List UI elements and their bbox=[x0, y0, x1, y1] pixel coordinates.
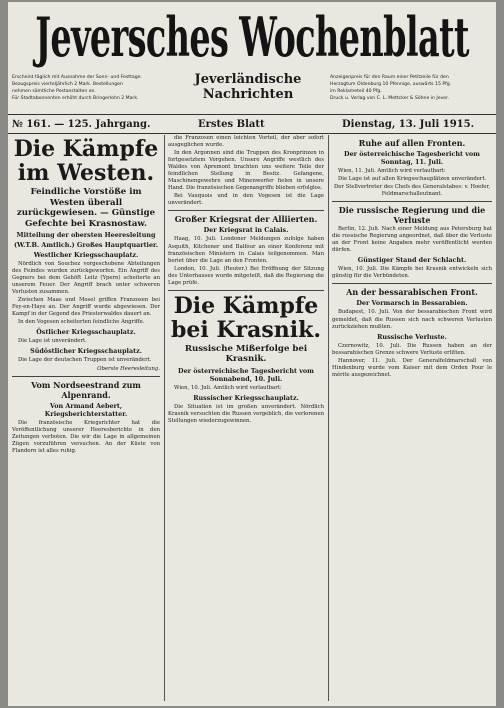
article-paragraph: Wien, 10. Juli. Amtlich wird verlautbart: bbox=[174, 384, 282, 391]
article-paragraph: die Franzosen einen leichten Vorteil, der aber sofort ausgeglichen wurde. bbox=[168, 135, 324, 149]
info-line: Herzogtum Oldenburg 10 Pfennige, auswärts 15 Pfg. bbox=[330, 82, 452, 87]
divider bbox=[12, 376, 160, 377]
issue-number: № 161. — 125. Jahrgang. bbox=[12, 119, 151, 130]
advertising-info bbox=[330, 74, 494, 102]
article-paragraph: Wien, 11. Juli. Amtlich wird verlautbart: bbox=[338, 168, 446, 174]
section-label: Südöstlicher Kriegsschauplatz. bbox=[30, 347, 142, 356]
divider bbox=[168, 210, 324, 211]
section-label: Günstiger Stand der Schlacht. bbox=[357, 256, 467, 265]
article-paragraph: Berlin, 12. Juli. Nach einer Meldung aus Petersburg hat die russische Regierung angeordnet, daß über die Verluste an der Front keine Angaben mehr veröffentlicht werden dürfen. bbox=[332, 226, 492, 254]
article-paragraph: London, 10. Juli. (Reuter.) Bei Eröffnung der Sitzung des Unterhauses wurde mitgeteilt, daß die Regierung die Lage prüfe. bbox=[168, 265, 324, 286]
article-paragraph: Die Lage ist auf allen Kriegsschauplätzen unverändert. bbox=[338, 176, 487, 183]
article-paragraph: Hannover, 11. Juli. Der Generalfeldmarschall von Hindenburg wurde vom Kaiser mit dem Orden Pour le mérite ausgezeichnet. bbox=[332, 357, 492, 378]
article-paragraph: Nördlich von Souchez vorgeschobene Abteilungen des Feindes wurden zurückgeworfen. Ein Angriff des Gegners bei dem Gehöft Leitz (Ypern) scheiterte an unserem Feuer. Der Angriff brach unter schweren Verlusten zusammen. bbox=[12, 261, 160, 296]
subhead: Der österreichische Tagesbericht vom Sonnabend, 10. Juli. bbox=[178, 366, 314, 383]
article-paragraph: Die Lage ist unverändert. bbox=[18, 338, 87, 345]
article-paragraph: Die französische Kriegsrichter hat die Veröffentlichung unserer Heeresberichte in den Zeitungen verboten. Die wir die Lage in allgemeinen Zügen vorzuführen versuchen. An der Küste von Flandern ist alles ruhig. bbox=[12, 419, 160, 454]
masthead-container bbox=[8, 2, 496, 68]
subhead: Mitteilung der obersten Heeresleitung bbox=[16, 231, 156, 239]
byline: (W.T.B. Amtlich.) Großes Hauptquartier. bbox=[13, 241, 159, 249]
article-paragraph: Haag, 10. Juli. Londoner Meldungen zufolge haben Asquith, Kitchener und Balfour an einer Konferenz mit französischen Ministern in Calais teilgenommen. Man beriet über die Lage an den Fronten. bbox=[168, 236, 324, 264]
column-divider bbox=[164, 135, 165, 701]
subhead: Der Kriegsrat in Calais. bbox=[203, 226, 289, 235]
divider bbox=[8, 114, 496, 115]
divider bbox=[8, 133, 496, 134]
issue-date: Dienstag, 13. Juli 1915. bbox=[342, 119, 475, 130]
divider bbox=[332, 201, 492, 202]
divider bbox=[168, 290, 324, 291]
info-line: im Reklameteil 40 Pfg. bbox=[330, 89, 382, 94]
divider bbox=[332, 283, 492, 284]
column-middle bbox=[168, 135, 324, 701]
subscription-info bbox=[12, 74, 162, 102]
deck: Feindliche Vorstöße im Westen überall zurückgewiesen. — Günstige Gefechte bei Krasnostaw. bbox=[16, 187, 156, 229]
article-paragraph: Bei Vauquois und in den Vogesen ist die Lage unverändert. bbox=[168, 193, 324, 207]
masthead-title: Jeversches Wochenblatt bbox=[35, 5, 469, 69]
subhead: Der Vormarsch in Bessarabien. bbox=[356, 299, 468, 308]
article-paragraph: Die Situation ist im großen unverändert. Nördlich Krasnik versuchten die Russen vergeblich, die verlorenen Stellungen wiederzugewinnen. bbox=[168, 403, 324, 424]
info-line: Bezugspreis vierteljährlich 2 Mark. Bestellungen bbox=[12, 82, 123, 87]
headline: Die Kämpfe im Westen. bbox=[13, 136, 159, 186]
info-line: Erscheint täglich mit Ausnahme der Sonn- und Festtage. bbox=[12, 75, 142, 80]
headline: An der bessarabischen Front. bbox=[346, 287, 478, 298]
headline: Ruhe auf allen Fronten. bbox=[358, 138, 466, 148]
newspaper-page bbox=[8, 2, 496, 706]
subhead: Der österreichische Tagesbericht vom Sonntag, 11. Juli. bbox=[344, 150, 480, 166]
subtitle-line: Nachrichten bbox=[202, 87, 294, 102]
headline: Vom Nordseestrand zum Alpenrand. bbox=[31, 379, 141, 400]
article-paragraph: Zwischen Maas und Mosel griffen Franzosen bei Fey-en-Haye an. Der Angriff wurde abgewiesen. Der Kampf in der Gegend des Priesterwaldes dauert an. bbox=[12, 297, 160, 318]
info-line: nehmen sämtliche Postanstalten an. bbox=[12, 89, 96, 94]
masthead-subtitle bbox=[173, 72, 323, 102]
article-paragraph: Czernowitz, 10. Juli. Die Russen haben an der bessarabischen Grenze schwere Verluste erlitten. bbox=[332, 342, 492, 356]
signature: Der Stellvertreter des Chefs des Generalstabes: v. Hoefer, Feldmarschalleutnant. bbox=[333, 184, 491, 198]
article-paragraph: Wien, 10. Juli. Die Kämpfe bei Krasnik entwickeln sich günstig für die Verbündeten. bbox=[332, 266, 492, 280]
headline: Die russische Regierung und die Verluste bbox=[338, 205, 486, 226]
sheet-label: Erstes Blatt bbox=[198, 119, 265, 130]
column-divider bbox=[328, 135, 329, 701]
section-label: Westlicher Kriegsschauplatz. bbox=[33, 251, 139, 259]
subtitle-line: Jeverländische bbox=[194, 72, 302, 87]
dateline bbox=[8, 118, 496, 132]
section-label: Östlicher Kriegsschauplatz. bbox=[36, 328, 136, 337]
article-paragraph: Budapest, 10. Juli. Von der bessarabischen Front wird gemeldet, daß die Russen sich nach schweren Verlusten zurückziehen mußten. bbox=[332, 309, 492, 330]
article-paragraph: In den Argonnen sind die Truppen des Kronprinzen in fortgesetztem Vorgehen. Unsere Angriffe westlich des Waldes von Apremont brachten uns weitere Teile der feindlichen Stellung in Besitz. Gefangene, Maschinengewehre und Minenwerfer fielen in unsere Hand. Die französischen Gegenangriffe blieben erfolglos. bbox=[168, 150, 324, 192]
deck: Russische Mißerfolge bei Krasnik. bbox=[184, 343, 308, 365]
signature: Oberste Heeresleitung. bbox=[97, 365, 160, 372]
column-right bbox=[332, 135, 492, 701]
section-label: Russische Verluste. bbox=[377, 332, 447, 341]
byline: Von Armand Aebert, Kriegsberichterstatter. bbox=[44, 401, 128, 418]
article-paragraph: In den Vogesen scheiterten feindliche Angriffe. bbox=[18, 319, 145, 326]
info-line: Für Stadtabonnenten erhöht durch Bringerlohn 2 Mark. bbox=[12, 96, 139, 101]
info-line: Druck u. Verlag von C. L. Mettcker & Söhne in Jever. bbox=[330, 96, 450, 101]
headline: Großer Kriegsrat der Alliierten. bbox=[174, 214, 318, 225]
section-label: Russischer Kriegsschauplatz. bbox=[193, 393, 299, 402]
headline: Die Kämpfe bei Krasnik. bbox=[170, 292, 321, 343]
info-line: Anzeigenpreis für den Raum einer Petitzeile für den bbox=[330, 75, 449, 80]
article-paragraph: Die Lage der deutschen Truppen ist unverändert. bbox=[18, 357, 152, 364]
column-left bbox=[12, 135, 160, 701]
